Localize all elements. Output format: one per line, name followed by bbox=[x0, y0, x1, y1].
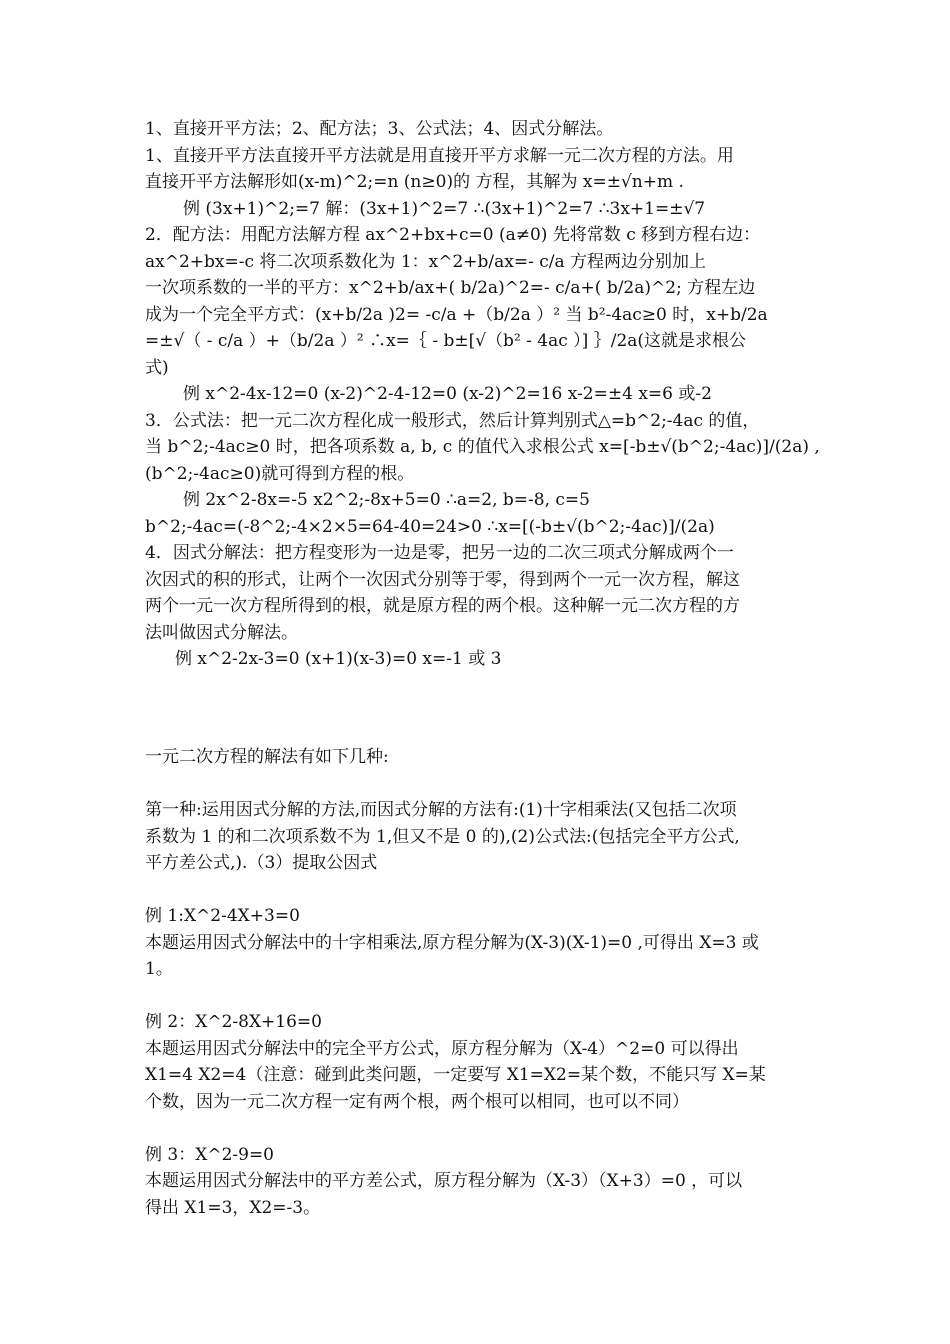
example-3-title: 例 3：X^2-9=0 bbox=[145, 1144, 275, 1165]
line-direct-root-1: 1、直接开平方法直接开平方法就是用直接开平方求解一元二次方程的方法。用 bbox=[145, 145, 734, 166]
section-methods bbox=[145, 116, 820, 673]
line-formula-example-2: b^2;-4ac=(-8^2;-4×2×5=64-40=24>0 ∴x=[(-b±√(b^2;-4ac)]/(2a) bbox=[145, 516, 715, 537]
example-2-line-3: 个数，因为一元二次方程一定有两个根，两个根可以相同，也可以不同） bbox=[145, 1091, 689, 1112]
line-complete-square-6: 式) bbox=[145, 357, 169, 378]
example-3-line-1: 本题运用因式分解法中的平方差公式，原方程分解为（X-3）（X+3）=0 ，可以 bbox=[145, 1171, 743, 1191]
line-factoring-4: 法叫做因式分解法。 bbox=[145, 622, 298, 643]
line-direct-root-example: 例 (3x+1)^2;=7 解：(3x+1)^2=7 ∴(3x+1)^2=7 ∴3x+1=±√7 bbox=[183, 198, 706, 219]
example-2-title: 例 2：X^2-8X+16=0 bbox=[145, 1012, 322, 1032]
line-complete-square-1: 2．配方法：用配方法解方程 ax^2+bx+c=0 (a≠0) 先将常数 c 移到方程右边： bbox=[145, 225, 761, 245]
line-factoring-example: 例 x^2-2x-3=0 (x+1)(x-3)=0 x=-1 或 3 bbox=[175, 649, 502, 669]
para-first-method-3: 平方差公式,).（3）提取公因式 bbox=[145, 853, 378, 873]
line-complete-square-2: ax^2+bx=-c 将二次项系数化为 1：x^2+b/ax=- c/a 方程两边分别加上 bbox=[145, 251, 707, 272]
line-direct-root-2: 直接开平方法解形如(x-m)^2;=n (n≥0)的 方程，其解为 x=±√n+m . bbox=[145, 172, 684, 192]
line-formula-3: (b^2;-4ac≥0)就可得到方程的根。 bbox=[145, 463, 415, 484]
line-methods-list: 1、直接开平方法；2、配方法；3、公式法；4、因式分解法。 bbox=[145, 119, 614, 139]
para-first-method-1: 第一种:运用因式分解的方法,而因式分解的方法有:(1)十字相乘法(又包括二次项 bbox=[145, 800, 737, 820]
example-2-line-1: 本题运用因式分解法中的完全平方公式，原方程分解为（X-4）^2=0 可以得出 bbox=[145, 1038, 739, 1059]
line-formula-2: 当 b^2;-4ac≥0 时，把各项系数 a, b, c 的值代入求根公式 x=[-b±√(b^2;-4ac)]/(2a) , bbox=[145, 437, 820, 457]
example-1-line-1: 本题运用因式分解法中的十字相乘法,原方程分解为(X-3)(X-1)=0 ,可得出 X=3 或 bbox=[145, 932, 759, 953]
example-2-line-2: X1=4 X2=4（注意：碰到此类问题，一定要写 X1=X2=某个数，不能只写 X=某 bbox=[145, 1065, 766, 1085]
para-first-method-2: 系数为 1 的和二次项系数不为 1,但又不是 0 的),(2)公式法:(包括完全平方公式, bbox=[145, 826, 740, 847]
line-complete-square-4: 成为一个完全平方式：(x+b/2a )2= -c/a +（b/2a ）² 当 b²-4ac≥0 时，x+b/2a bbox=[145, 304, 768, 325]
line-formula-example-1: 例 2x^2-8x=-5 x2^2;-8x+5=0 ∴a=2, b=-8, c=5 bbox=[183, 490, 590, 510]
line-complete-square-3: 一次项系数的一半的平方：x^2+b/ax+( b/2a)^2=- c/a+( b/2a)^2; 方程左边 bbox=[145, 278, 756, 298]
solutions-heading: 一元二次方程的解法有如下几种: bbox=[145, 747, 389, 767]
line-complete-square-5: =±√（ - c/a ）+（b/2a ）² ∴x=｛ - b±[√（b² - 4ac ）] ｝/2a(这就是求根公 bbox=[145, 331, 747, 351]
line-complete-square-example: 例 x^2-4x-12=0 (x-2)^2-4-12=0 (x-2)^2=16 x-2=±4 x=6 或-2 bbox=[183, 384, 712, 404]
line-factoring-2: 次因式的积的形式，让两个一次因式分别等于零，得到两个一元一次方程，解这 bbox=[145, 569, 740, 590]
line-formula-1: 3．公式法：把一元二次方程化成一般形式，然后计算判别式△=b^2;-4ac 的值， bbox=[145, 410, 760, 431]
example-1-title: 例 1:X^2-4X+3=0 bbox=[145, 906, 300, 926]
example-3-line-2: 得出 X1=3，X2=-3。 bbox=[145, 1197, 321, 1218]
section-solutions bbox=[145, 744, 810, 1221]
line-factoring-1: 4．因式分解法：把方程变形为一边是零，把另一边的二次三项式分解成两个一 bbox=[145, 543, 734, 563]
example-1-line-2: 1。 bbox=[145, 959, 173, 979]
line-factoring-3: 两个一元一次方程所得到的根，就是原方程的两个根。这种解一元二次方程的方 bbox=[145, 596, 740, 616]
